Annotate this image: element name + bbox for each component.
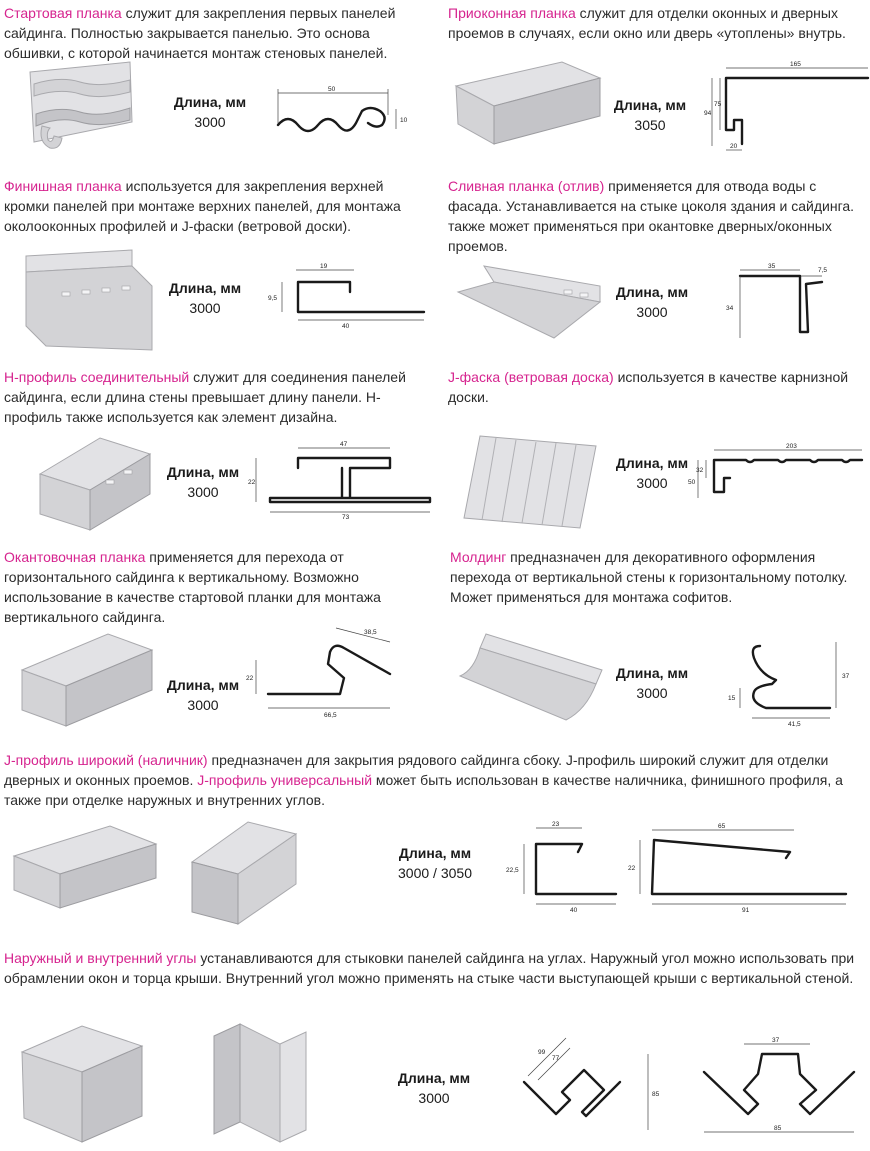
j-profile-wide-image xyxy=(10,822,160,912)
svg-text:35: 35 xyxy=(768,263,776,270)
svg-text:34: 34 xyxy=(726,305,734,312)
block-window-strip xyxy=(448,3,868,43)
window-strip-image xyxy=(452,62,602,157)
block-title: Молдинг xyxy=(450,549,507,565)
drip-strip-diagram xyxy=(722,258,852,343)
block-h-profile xyxy=(4,367,424,427)
block-title: J-фаска (ветровая доска) xyxy=(448,369,614,385)
j-profile-wide-diagram xyxy=(500,818,630,918)
start-strip-image xyxy=(20,62,140,157)
block-title: Финишная планка xyxy=(4,178,122,194)
length-finish-strip: Длина, мм 3000 xyxy=(168,280,242,316)
block-text: применяется для отвода воды с фасада. Устанавливается на стыке цоколя здания и сайдинга. также может применяться при окантовке дверных/оконных проемов. xyxy=(448,178,855,254)
finish-strip-diagram xyxy=(268,262,428,342)
block-text: используется для закрепления верхней кромки панелей при монтаже верхних панелей, для монтажа околооконных профилей и J-фаски (ветровой доски). xyxy=(4,178,401,234)
outer-corner-diagram xyxy=(508,1034,678,1140)
j-bevel-diagram xyxy=(686,440,866,510)
svg-text:40: 40 xyxy=(570,907,578,914)
block-title: Наружный и внутренний углы xyxy=(4,950,197,966)
molding-image xyxy=(456,630,606,725)
svg-text:19: 19 xyxy=(320,263,328,270)
start-strip-diagram xyxy=(270,85,420,140)
length-drip-strip: Длина, мм 3000 xyxy=(615,284,689,320)
length-start-strip: Длина, мм 3000 xyxy=(173,94,247,130)
j-bevel-image xyxy=(460,432,600,532)
block-text: предназначен для декоративного оформления перехода от вертикальной стены к горизонтальному потолку. Может применяться для монтажа софитов. xyxy=(450,549,848,605)
svg-text:20: 20 xyxy=(730,143,738,150)
length-j-profile: Длина, мм 3000 / 3050 xyxy=(398,845,472,881)
svg-text:38,5: 38,5 xyxy=(364,629,377,636)
svg-text:75: 75 xyxy=(714,101,722,108)
block-title: J-профиль широкий (наличник) xyxy=(4,752,208,768)
svg-text:85: 85 xyxy=(652,1091,660,1098)
block-text-2: может быть использован в качестве наличника, финишного профиля, а также при отделке наружных и внутренних углов. xyxy=(4,772,843,808)
finish-strip-image xyxy=(22,246,157,351)
block-start-strip xyxy=(4,3,424,63)
block-text: используется в качестве карнизной доски. xyxy=(448,369,849,405)
length-h-profile: Длина, мм 3000 xyxy=(166,464,240,500)
svg-text:10: 10 xyxy=(400,117,408,124)
block-molding xyxy=(450,547,870,607)
h-profile-image xyxy=(36,434,154,534)
block-finish-strip xyxy=(4,176,424,236)
molding-diagram xyxy=(716,630,866,730)
j-profile-universal-diagram xyxy=(626,818,862,918)
block-text: служит для закрепления первых панелей сайдинга. Полностью закрывается панелью. Это основа обшивки, с которой начинается монтаж стеновых панелей. xyxy=(4,5,396,61)
block-drip-strip xyxy=(448,176,868,256)
svg-text:37: 37 xyxy=(772,1037,780,1044)
block-title: Н-профиль соединительный xyxy=(4,369,190,385)
svg-text:9,5: 9,5 xyxy=(268,295,278,302)
outer-corner-image xyxy=(18,1022,148,1146)
length-j-bevel: Длина, мм 3000 xyxy=(615,455,689,491)
edging-strip-image xyxy=(18,630,154,730)
svg-text:66,5: 66,5 xyxy=(324,712,337,719)
svg-text:22: 22 xyxy=(248,479,256,486)
drip-strip-image xyxy=(454,262,604,347)
svg-text:91: 91 xyxy=(742,907,750,914)
length-corners: Длина, мм 3000 xyxy=(397,1070,471,1106)
svg-text:7,5: 7,5 xyxy=(818,267,828,274)
inner-corner-diagram xyxy=(700,1034,862,1140)
svg-text:99: 99 xyxy=(538,1049,546,1056)
block-text: служит для отделки оконных и дверных проемов в случаях, если окно или дверь «утоплены» внутрь. xyxy=(448,5,846,41)
edging-strip-diagram xyxy=(240,618,410,723)
svg-text:85: 85 xyxy=(774,1125,782,1132)
block-text: служит для соединения панелей сайдинга, если длина стены превышает длину панели. Н-профиль также используется как элемент дизайна. xyxy=(4,369,406,425)
block-text: применяется для перехода от горизонтального сайдинга к вертикальному. Возможно использование в качестве стартовой планки для монтажа вертикального сайдинга. xyxy=(4,549,381,625)
svg-text:22: 22 xyxy=(628,865,636,872)
block-j-bevel xyxy=(448,367,868,407)
svg-text:165: 165 xyxy=(790,61,801,68)
block-edging-strip xyxy=(4,547,424,627)
svg-text:40: 40 xyxy=(342,323,350,330)
length-molding: Длина, мм 3000 xyxy=(615,665,689,701)
svg-text:203: 203 xyxy=(786,443,797,450)
inner-corner-image xyxy=(210,1020,310,1146)
block-corners xyxy=(4,948,866,988)
svg-text:32: 32 xyxy=(696,467,704,474)
block-text: устанавливаются для стыковки панелей сайдинга на углах. Наружный угол можно использовать при обрамлении окон и торца крыши. Внутренний угол можно применять на стыке части выступающей крыши с вертикальной стеной. xyxy=(4,950,855,986)
length-window-strip: Длина, мм 3050 xyxy=(613,97,687,133)
svg-text:94: 94 xyxy=(704,110,712,117)
svg-text:50: 50 xyxy=(688,479,696,486)
block-text: предназначен для закрытия рядового сайдинга сбоку. J-профиль широкий служит для отделки дверных и оконных проемов. xyxy=(4,752,829,788)
length-edging-strip: Длина, мм 3000 xyxy=(166,677,240,713)
svg-text:15: 15 xyxy=(728,695,736,702)
block-title: Стартовая планка xyxy=(4,5,122,21)
h-profile-diagram xyxy=(246,440,436,520)
block-title: Приоконная планка xyxy=(448,5,576,21)
svg-text:77: 77 xyxy=(552,1055,560,1062)
block-title-2: J-профиль универсальный xyxy=(197,772,373,788)
window-strip-diagram xyxy=(700,60,870,155)
svg-text:23: 23 xyxy=(552,821,560,828)
j-profile-universal-image xyxy=(188,818,300,928)
svg-text:73: 73 xyxy=(342,514,350,521)
svg-text:50: 50 xyxy=(328,86,336,93)
svg-text:22,5: 22,5 xyxy=(506,867,519,874)
svg-text:41,5: 41,5 xyxy=(788,721,801,728)
block-title: Сливная планка (отлив) xyxy=(448,178,605,194)
svg-text:47: 47 xyxy=(340,441,348,448)
svg-text:22: 22 xyxy=(246,675,254,682)
block-j-profile xyxy=(4,750,866,810)
block-title: Окантовочная планка xyxy=(4,549,146,565)
svg-text:65: 65 xyxy=(718,823,726,830)
svg-text:37: 37 xyxy=(842,673,850,680)
